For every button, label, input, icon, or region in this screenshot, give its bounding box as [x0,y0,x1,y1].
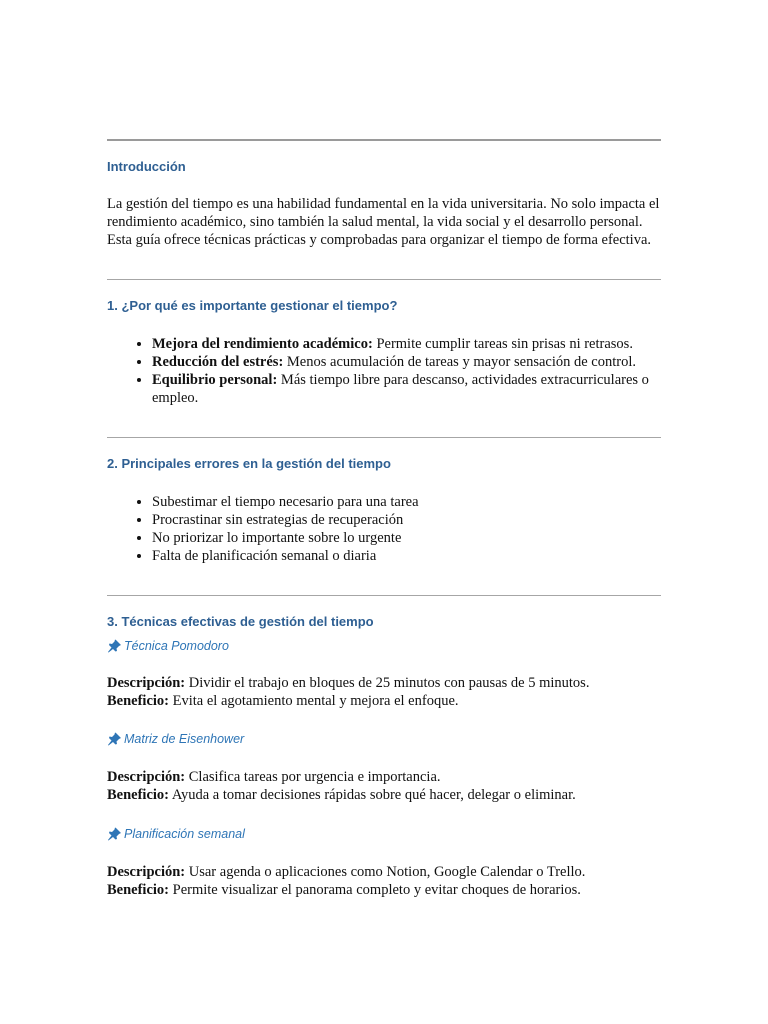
pushpin-icon [107,639,123,653]
item-text: Menos acumulación de tareas y mayor sensación de control. [283,354,636,370]
pushpin-icon [107,732,123,746]
technique-title-text: Planificación semanal [124,827,245,841]
benefit-text: Evita el agotamiento mental y mejora el enfoque. [169,693,459,709]
technique-title [107,825,661,843]
item-term: Equilibrio personal: [152,372,278,388]
intro-heading: Introducción [107,159,186,174]
list-item: • Falta de planificación semanal o diaria [152,547,661,565]
document-page [107,139,661,899]
description-text: Dividir el trabajo en bloques de 25 minutos con pausas de 5 minutos. [185,675,590,691]
item-term: Reducción del estrés: [152,354,284,370]
technique-title-text: Matriz de Eisenhower [124,732,245,746]
list-item [152,335,661,353]
description-label: Descripción: [107,769,186,785]
technique-benefit [107,692,661,710]
benefit-text: Permite visualizar el panorama completo y evitar choques de horarios. [169,882,581,898]
list-item [152,353,661,371]
errors-list [107,493,661,565]
technique-title [107,637,661,655]
intro-paragraph: La gestión del tiempo es una habilidad fundamental en la vida universitaria. No solo impacta el rendimiento académico, sino también la salud mental, la vida social y el desarrollo personal. Esta guía ofrece técnicas prácticas y comprobadas para organizar el tiempo de forma efectiva. [107,196,660,248]
technique-description [107,674,661,692]
list-item: • No priorizar lo importante sobre lo urgente [152,529,661,547]
description-text: Usar agenda o aplicaciones como Notion, Google Calendar o Trello. [185,864,586,880]
description-text: Clasifica tareas por urgencia e importancia. [185,769,441,785]
item-text: Permite cumplir tareas sin prisas ni retrasos. [372,336,633,352]
list-item: • Procrastinar sin estrategias de recuperación [152,511,661,529]
item-term: Mejora del rendimiento académico: [152,336,373,352]
technique-title [107,730,661,748]
benefit-label: Beneficio: [107,787,170,803]
pushpin-icon [107,827,123,841]
list-item: • Subestimar el tiempo necesario para una tarea [152,493,661,511]
technique-description [107,863,661,881]
technique-title-text: Técnica Pomodoro [124,639,229,653]
technique-benefit [107,786,661,804]
importance-list [107,335,661,407]
technique-description [107,768,661,786]
section2-heading: 2. Principales errores en la gestión del tiempo [107,456,391,471]
benefit-label: Beneficio: [107,693,170,709]
item-text: Más tiempo libre para descanso, actividades extracurriculares o empleo. [152,372,649,406]
benefit-label: Beneficio: [107,882,170,898]
section1-heading: 1. ¿Por qué es importante gestionar el tiempo? [107,298,398,313]
description-label: Descripción: [107,675,186,691]
benefit-text: Ayuda a tomar decisiones rápidas sobre qué hacer, delegar o eliminar. [169,787,576,803]
list-item [152,371,661,407]
technique-benefit [107,881,661,899]
description-label: Descripción: [107,864,186,880]
section3-heading: 3. Técnicas efectivas de gestión del tiempo [107,614,374,629]
